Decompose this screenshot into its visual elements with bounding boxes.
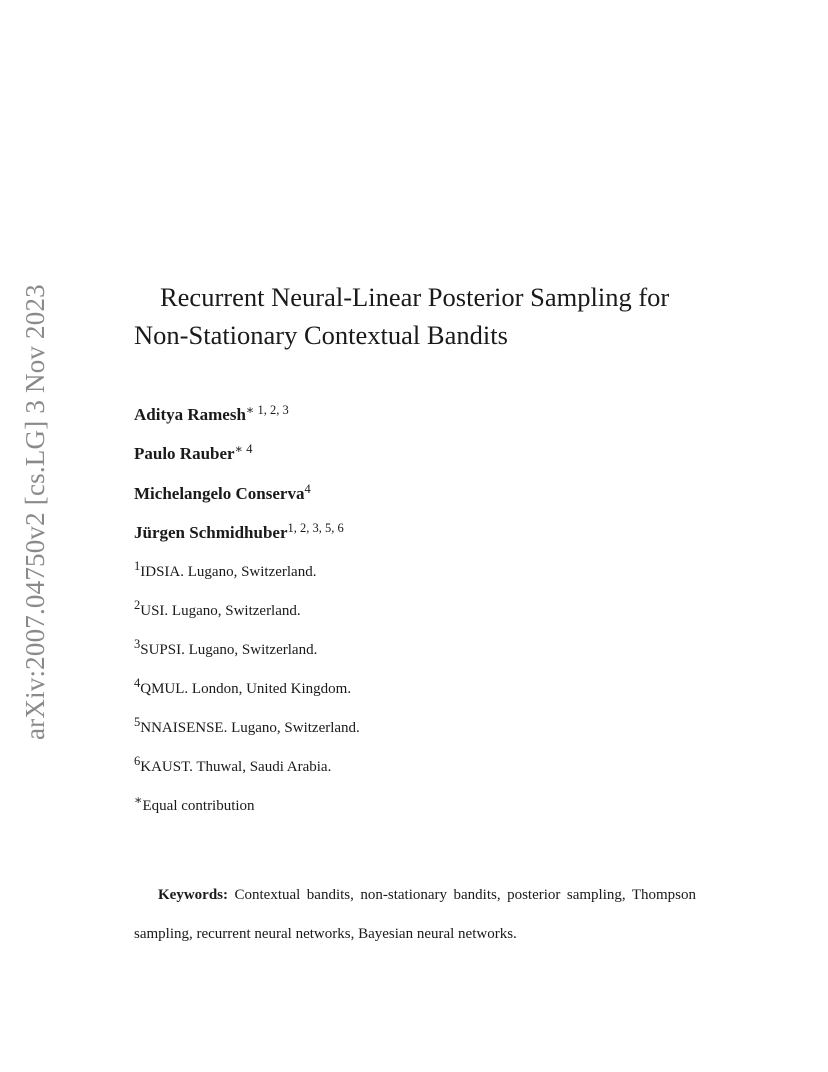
affiliation-number: 6 bbox=[134, 754, 141, 768]
author-name: Jürgen Schmidhuber bbox=[134, 523, 288, 542]
affiliation-item bbox=[134, 559, 317, 581]
affiliation-text: QMUL. London, United Kingdom. bbox=[140, 681, 352, 697]
keywords-text: Contextual bandits, non-stationary bandits, posterior sampling, Thompson sampling, recurrent neural networks, Bayesian neural networks. bbox=[134, 887, 697, 942]
keywords-paragraph bbox=[134, 876, 696, 954]
affiliation-item bbox=[134, 715, 360, 737]
keywords-label: Keywords: bbox=[158, 887, 228, 903]
affiliation-number: 3 bbox=[134, 637, 141, 651]
author-1 bbox=[134, 405, 289, 425]
affiliation-item bbox=[134, 598, 301, 620]
author-2 bbox=[134, 444, 252, 464]
affiliation-item bbox=[134, 676, 352, 698]
affiliation-item bbox=[134, 754, 332, 776]
affiliation-text: USI. Lugano, Switzerland. bbox=[140, 603, 301, 619]
author-superscript: 1, 2, 3, 5, 6 bbox=[287, 521, 344, 535]
arxiv-margin-stamp: arXiv:2007.04750v2 [cs.LG] 3 Nov 2023 bbox=[20, 284, 50, 740]
affiliation-text: KAUST. Thuwal, Saudi Arabia. bbox=[140, 759, 332, 775]
paper-title bbox=[134, 278, 734, 354]
author-superscript: ∗ 1, 2, 3 bbox=[245, 403, 289, 417]
asterisk-mark: ∗ bbox=[134, 793, 143, 807]
author-superscript: 4 bbox=[304, 482, 311, 496]
note-text: Equal contribution bbox=[142, 798, 255, 814]
title-line-1: Recurrent Neural-Linear Posterior Sampling for bbox=[160, 282, 670, 312]
title-line-2: Non-Stationary Contextual Bandits bbox=[134, 320, 508, 350]
author-superscript: ∗ 4 bbox=[234, 442, 253, 456]
affiliation-text: SUPSI. Lugano, Switzerland. bbox=[140, 642, 318, 658]
affiliation-item bbox=[134, 637, 318, 659]
author-name: Aditya Ramesh bbox=[134, 405, 246, 424]
affiliation-number: 1 bbox=[134, 559, 141, 573]
affiliation-text: NNAISENSE. Lugano, Switzerland. bbox=[140, 720, 360, 736]
author-name: Michelangelo Conserva bbox=[134, 484, 305, 503]
affiliation-number: 5 bbox=[134, 715, 141, 729]
affiliation-text: IDSIA. Lugano, Switzerland. bbox=[140, 564, 317, 580]
author-4 bbox=[134, 523, 344, 543]
author-3 bbox=[134, 484, 311, 504]
affiliation-number: 4 bbox=[134, 676, 141, 690]
equal-contribution-note bbox=[134, 793, 255, 815]
author-name: Paulo Rauber bbox=[134, 444, 235, 463]
affiliation-number: 2 bbox=[134, 598, 141, 612]
